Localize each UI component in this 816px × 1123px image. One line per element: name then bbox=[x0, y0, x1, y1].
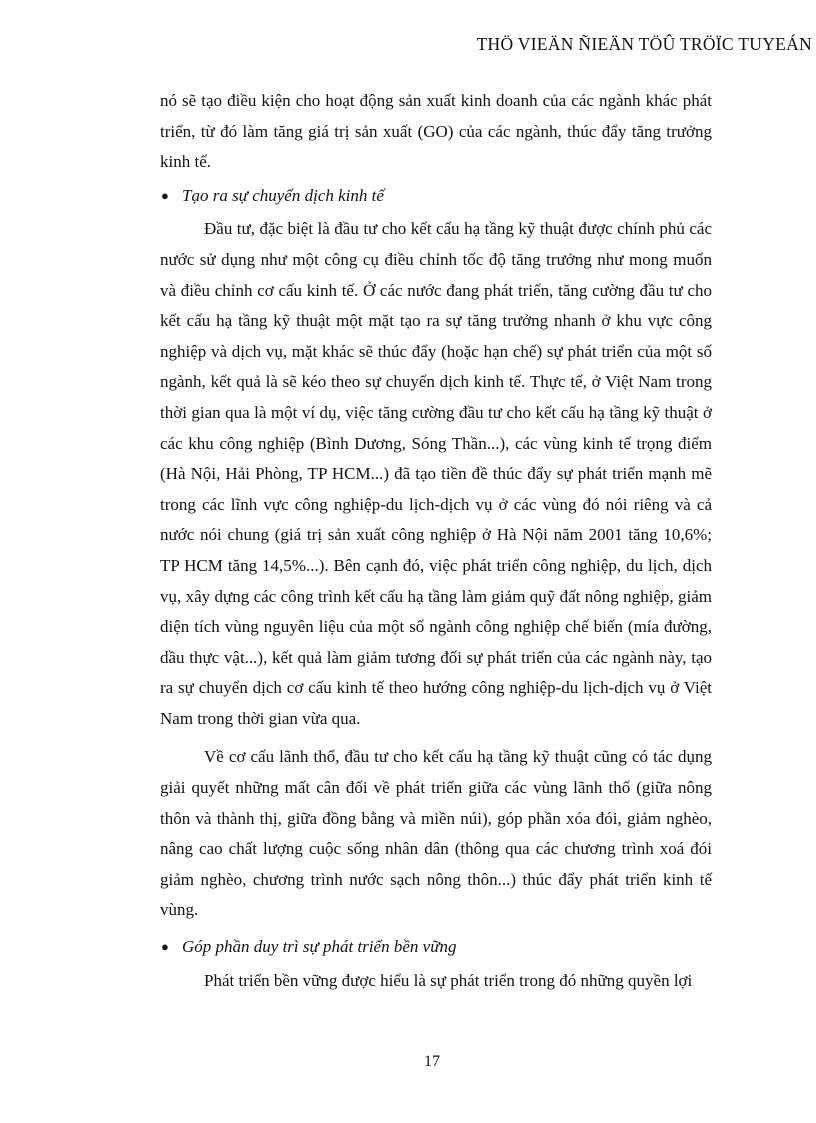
bullet-icon: ● bbox=[161, 939, 169, 955]
header-title: THÖ VIEÄN ÑIEÄN TÖÛ TRÖÏC TUYEÁN bbox=[476, 34, 812, 54]
paragraph-investment: Đầu tư, đặc biệt là đầu tư cho kết cấu hạ tầng kỹ thuật được chính phủ các nước sử dụng như một công cụ điều chỉnh tốc độ tăng trưởng như mong muốn và điều chỉnh cơ cấu kinh tế. Ở các nước đang phát triển, tăng cường đầu tư cho kết cấu hạ tầng kỹ thuật một mặt tạo ra sự tăng trưởng nhanh ở khu vực công nghiệp và dịch vụ, mặt khác sẽ thúc đẩy (hoặc hạn chế) sự phát triển của một số ngành, kết quả là sẽ kéo theo sự chuyển dịch kinh tế. Thực tế, ở Việt Nam trong thời gian qua là một ví dụ, việc tăng cường đầu tư cho kết cấu hạ tầng kỹ thuật ở các khu công nghiệp (Bình Dương, Sóng Thần...), các vùng kinh tế trọng điểm (Hà Nội, Hải Phòng, TP HCM...) đã tạo tiền đề thúc đẩy sự phát triển mạnh mẽ trong các lĩnh vực công nghiệp-du lịch-dịch vụ ở các vùng đó nói riêng và cả nước nói chung (giá trị sản xuất công nghiệp ở Hà Nội năm 2001 tăng 10,6%; TP HCM tăng 14,5%...). Bên cạnh đó, việc phát triển công nghiệp, du lịch, dịch vụ, xây dựng các công trình kết cấu hạ tầng làm giảm quỹ đất nông nghiệp, giảm diện tích vùng nguyên liệu của một số ngành công nghiệp chế biến (mía đường, dầu thực vật...), kết quả làm giảm tương đối sự phát triển của các ngành này, tạo ra sự chuyển dịch cơ cấu kinh tế theo hướng công nghiệp-du lịch-dịch vụ ở Việt Nam trong thời gian vừa qua. bbox=[160, 219, 712, 728]
bullet-heading-text: Góp phần duy trì sự phát triển bền vững bbox=[182, 937, 457, 957]
bullet-heading-text: Tạo ra sự chuyển dịch kinh tế bbox=[182, 185, 384, 205]
bullet-heading-sustainable-development bbox=[160, 932, 712, 963]
paragraph-continuation: nó sẽ tạo điều kiện cho hoạt động sản xuất kinh doanh của các ngành khác phát triển, từ đó làm tăng giá trị sản xuất (GO) của các ngành, thúc đẩy tăng trưởng kinh tế. bbox=[160, 91, 712, 172]
document-body bbox=[160, 86, 712, 996]
page-header bbox=[0, 34, 816, 55]
bullet-icon: ● bbox=[161, 187, 169, 203]
paragraph-territorial-structure: Về cơ cấu lãnh thổ, đầu tư cho kết cấu hạ tầng kỹ thuật cũng có tác dụng giải quyết những mất cân đối về phát triển giữa các vùng lãnh thổ (giữa nông thôn và thành thị, giữa đồng bằng và miền núi), góp phần xóa đói, giảm nghèo, nâng cao chất lượng cuộc sống nhân dân (thông qua các chương trình xoá đói giảm nghèo, chương trình nước sạch nông thôn...) thúc đẩy phát triển kinh tế vùng. bbox=[160, 747, 712, 920]
page-number: 17 bbox=[424, 1053, 440, 1070]
paragraph-sustainable-definition: Phát triển bền vững được hiểu là sự phát triển trong đó những quyền lợi bbox=[204, 970, 693, 990]
bullet-heading-economic-shift bbox=[160, 181, 712, 212]
